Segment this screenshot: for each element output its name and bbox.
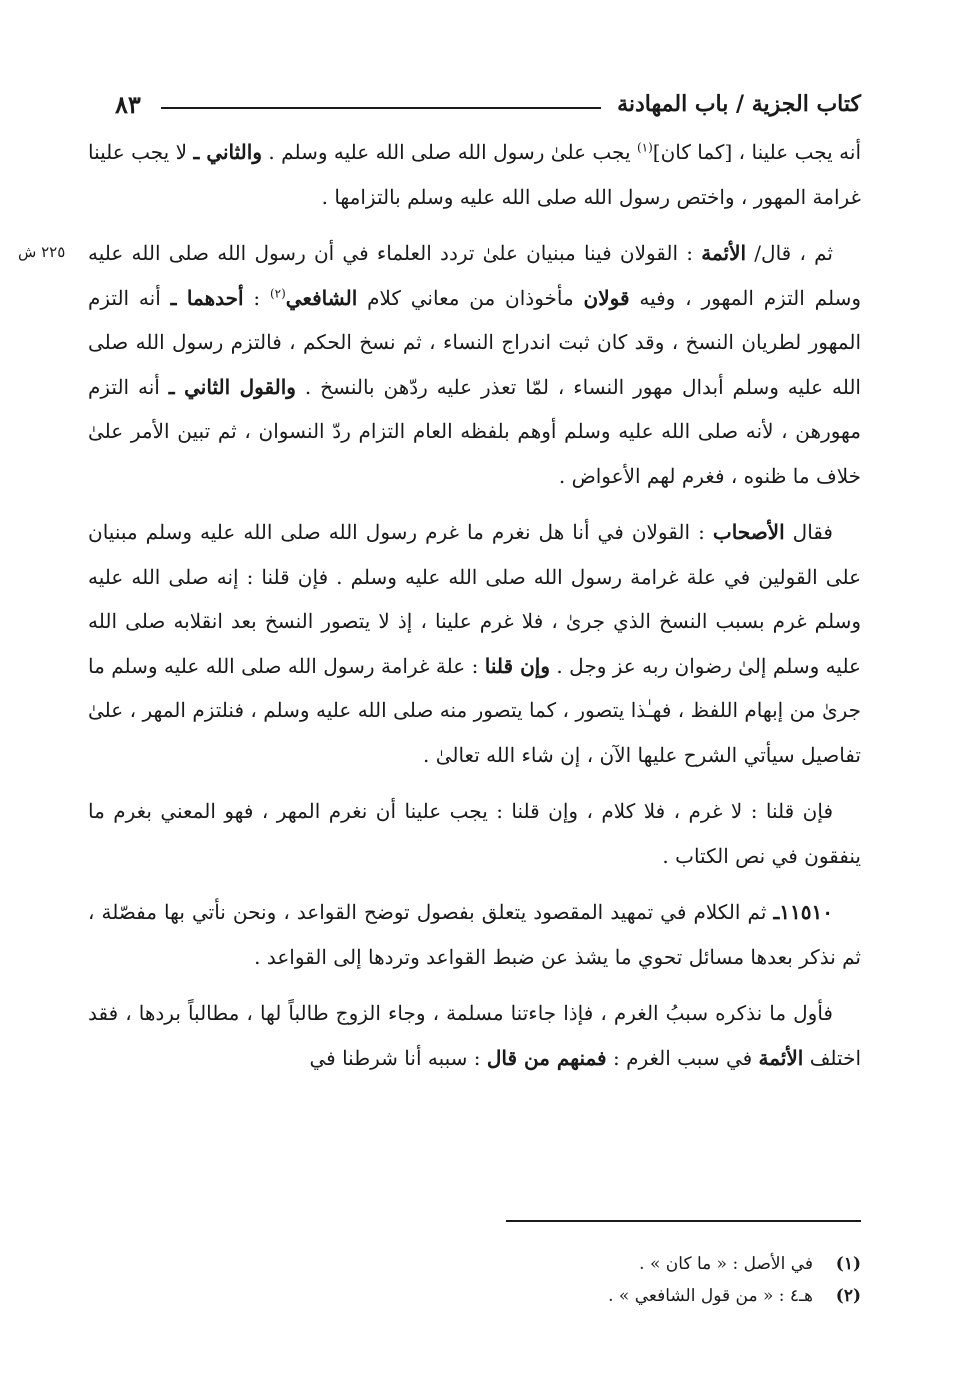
- paragraph-3: [88, 510, 861, 777]
- bold-term: والثاني ـ: [193, 140, 262, 164]
- bold-term: الأصحاب: [712, 520, 785, 544]
- text-run: يجب علىٰ رسول الله صلى الله عليه وسلم .: [262, 140, 637, 164]
- text-run: في سبب الغرم :: [606, 1045, 759, 1070]
- text-run: أنه التزم مهورهن ، لأنه صلى الله عليه وسلم أوهم بلفظه العام التزام ردّ النسوان ، ثم تبين الأمر علىٰ خلاف ما ظنوه ، فغرم لهم الأعواض .: [88, 374, 861, 488]
- text-run: :: [243, 285, 270, 310]
- paragraph-6: [88, 991, 861, 1080]
- footnote-1: [88, 1248, 861, 1280]
- footnote-number: (١): [835, 1254, 861, 1274]
- running-header: [115, 84, 861, 124]
- text-run: أنه التزم المهور لطريان النسخ ، وقد كان ثبت اندراج النساء ، ثم نسخ الحكم ، فالتزم رسول الله صلى الله عليه وسلم أبدال مهور النساء ، لمّا تعذر عليه ردّهن بالنسخ .: [88, 285, 861, 399]
- bold-term: قولان: [583, 285, 630, 310]
- footnote-number: (٢): [835, 1286, 861, 1306]
- text-run: : سببه أنا شرطنا في: [309, 1045, 487, 1070]
- text-run: أنه يجب علينا ، [كما كان]: [652, 140, 861, 164]
- main-text: [88, 130, 861, 1080]
- bold-term: أحدهما ـ: [170, 285, 244, 310]
- paragraph-5: [88, 890, 861, 979]
- header-title: كتاب الجزية / باب المهادنة: [617, 91, 861, 117]
- footnote-divider: [506, 1220, 861, 1222]
- paragraph-1: [88, 130, 861, 219]
- bold-term: وإن قلنا: [484, 653, 550, 678]
- text-run: لا يجب علينا غرامة المهور ، واختص رسول الله صلى الله عليه وسلم بالتزامها .: [88, 140, 861, 209]
- bold-term: الأئمة: [701, 241, 747, 265]
- footnotes: [88, 1248, 861, 1312]
- text-run: فقال: [784, 520, 833, 544]
- text-run: : القولان فينا مبنيان علىٰ تردد العلماء في أن رسول الله صلى الله عليه وسلم التزم المهور ، وفيه: [88, 241, 861, 310]
- paragraph-4: [88, 789, 861, 878]
- text-run: : القولان في أنا هل نغرم ما غرم رسول الله صلى الله عليه وسلم مبنيان على القولين في علة غرامة رسول الله صلى الله عليه وسلم . فإن قلنا : إنه صلى الله عليه وسلم غرم بسبب النسخ الذي جرىٰ ، فلا غرم علينا ، إذ لا يتصور النسخ بعد انقلابه صلى الله عليه وسلم إلىٰ رضوان ربه عز وجل .: [88, 520, 862, 678]
- section-number: ١١٥١٠ـ: [773, 900, 834, 924]
- footnote-text: هـ٤ : « من قول الشافعي » .: [608, 1286, 813, 1306]
- paragraph-2: [88, 231, 861, 498]
- page-number: ٨٣: [115, 89, 141, 119]
- text-run: ثم ، قال/: [746, 241, 834, 265]
- text-run: مأخوذان من معاني كلام: [357, 285, 584, 310]
- footnote-ref[interactable]: (١): [636, 140, 653, 155]
- bold-term: فمنهم من قال: [486, 1045, 607, 1070]
- margin-manuscript-ref: ٢٢٥ ش: [18, 243, 66, 261]
- text-run: فإن قلنا : لا غرم ، فلا كلام ، وإن قلنا : يجب علينا أن نغرم المهر ، فهو المعني بغرم ما ينفقون في نص الكتاب .: [88, 799, 861, 868]
- footnote-2: [88, 1280, 861, 1312]
- bold-term: الأئمة: [758, 1045, 804, 1070]
- text-run: ثم الكلام في تمهيد المقصود يتعلق بفصول توضح القواعد ، ونحن نأتي بها مفصّلة ، ثم نذكر بعدها مسائل تحوي ما يشذ عن ضبط القواعد وتردها إلى القواعد .: [88, 900, 861, 969]
- header-rule: [161, 107, 601, 109]
- bold-term: والقول الثاني ـ: [168, 374, 296, 399]
- bold-term: الشافعي: [285, 285, 358, 310]
- text-run: فأول ما نذكره سببُ الغرم ، فإذا جاءتنا مسلمة ، وجاء الزوج طالباً لها ، مطالباً بردها ، فقد اختلف: [88, 1001, 861, 1070]
- footnote-text: في الأصل : « ما كان » .: [639, 1254, 813, 1274]
- text-run: : علة غرامة رسول الله صلى الله عليه وسلم ما جرىٰ من إبهام اللفظ ، فهـٰذا يتصور ، كما يتصور منه صلى الله عليه وسلم ، فنلتزم المهر ، علىٰ تفاصيل سيأتي الشرح عليها الآن ، إن شاء الله تعالىٰ .: [88, 653, 861, 767]
- footnote-ref[interactable]: (٢): [269, 285, 286, 300]
